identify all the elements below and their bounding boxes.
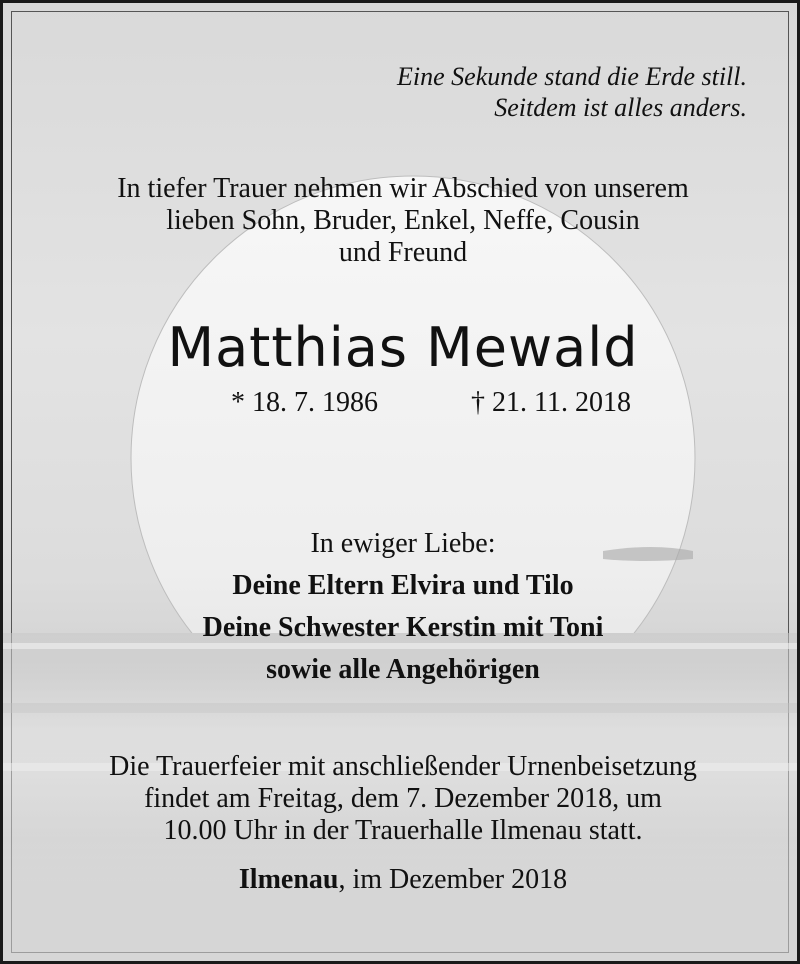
deceased-name: Matthias Mewald: [167, 316, 639, 379]
mourner-line: Deine Eltern Elvira und Tilo: [232, 570, 574, 601]
mourners: [3, 523, 800, 691]
death-date: † 21. 11. 2018: [471, 387, 631, 418]
intro-text: [3, 173, 800, 269]
mourner-line: sowie alle Angehörigen: [266, 654, 540, 685]
mourners-heading: In ewiger Liebe:: [310, 528, 496, 559]
birth-date: * 18. 7. 1986: [231, 387, 378, 418]
place-date: , im Dezember 2018: [338, 864, 568, 895]
ceremony-info: [3, 751, 800, 847]
ceremony-line: 10.00 Uhr in der Trauerhalle Ilmenau statt.: [163, 815, 643, 846]
life-dates: [3, 387, 800, 427]
mourner-line: Deine Schwester Kerstin mit Toni: [202, 612, 604, 643]
place-city: Ilmenau: [238, 864, 339, 895]
motto-line: Eine Sekunde stand die Erde still.: [397, 62, 747, 91]
place-and-date: [3, 863, 800, 897]
ceremony-line: Die Trauerfeier mit anschließender Urnenbeisetzung: [109, 751, 697, 782]
intro-line: lieben Sohn, Bruder, Enkel, Neffe, Cousin: [166, 205, 640, 236]
intro-line: In tiefer Trauer nehmen wir Abschied von unserem: [117, 173, 689, 204]
intro-line: und Freund: [338, 237, 468, 268]
motto: [3, 61, 747, 123]
ceremony-line: findet am Freitag, dem 7. Dezember 2018, um: [144, 783, 662, 814]
motto-line: Seitdem ist alles anders.: [494, 93, 747, 122]
